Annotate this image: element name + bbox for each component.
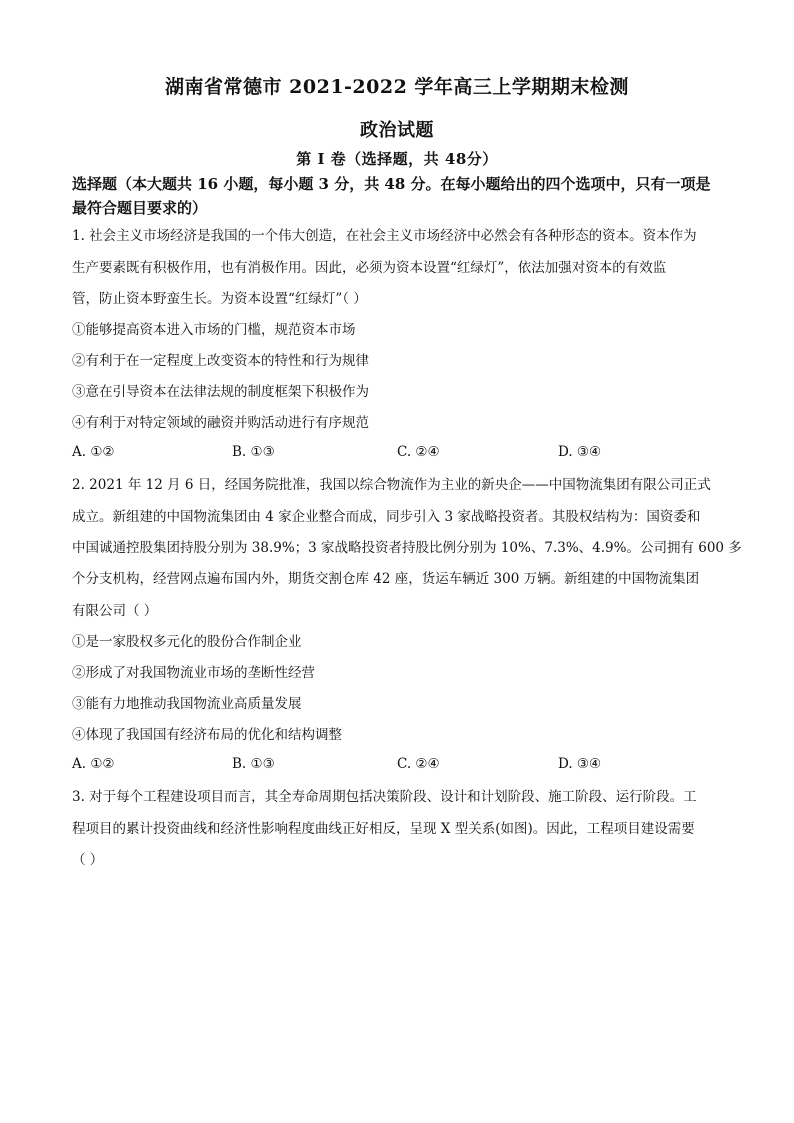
q1-option-a[interactable]: A. ①② <box>72 444 115 460</box>
q2-stem-line: 有限公司（ ） <box>72 603 158 619</box>
q1-option-c[interactable]: C. ②④ <box>397 444 440 460</box>
q2-option-b[interactable]: B. ①③ <box>232 756 275 772</box>
q1-option-d[interactable]: D. ③④ <box>558 444 602 460</box>
part-heading: 第 I 卷（选择题，共 48分） <box>296 150 498 168</box>
q2-option-c[interactable]: C. ②④ <box>397 756 440 772</box>
q2-statement: ③能有力地推动我国物流业高质量发展 <box>72 696 302 712</box>
q2-option-a[interactable]: A. ①② <box>72 756 115 772</box>
q1-stem-line: 管，防止资本野蛮生长。为资本设置“红绿灯”（ ） <box>72 291 367 307</box>
exam-title: 湖南省常德市 2021-2022 学年高三上学期期末检测 <box>165 76 629 98</box>
section-instructions: 选择题（本大题共 16 小题，每小题 3 分，共 48 分。在每小题给出的四个选项中，只有一项是最符合题目要求的） <box>72 175 711 217</box>
q1-options <box>72 444 722 464</box>
q1-statement: ①能够提高资本进入市场的门槛，规范资本市场 <box>72 322 356 338</box>
q1-stem-line: 生产要素既有积极作用，也有消极作用。因此，必须为资本设置“红绿灯”，依法加强对资本的有效监 <box>72 260 667 276</box>
q3-stem-line: 3. 对于每个工程建设项目而言，其全寿命周期包括决策阶段、设计和计划阶段、施工阶段、运行阶段。工 <box>72 789 697 805</box>
q1-statement: ②有利于在一定程度上改变资本的特性和行为规律 <box>72 353 369 369</box>
q2-option-d[interactable]: D. ③④ <box>558 756 602 772</box>
q3-stem-line: 程项目的累计投资曲线和经济性影响程度曲线正好相反，呈现 X 型关系(如图)。因此，工程项目建设需要 <box>72 821 695 837</box>
q1-stem-line: 1. 社会主义市场经济是我国的一个伟大创造，在社会主义市场经济中必然会有各种形态的资本。资本作为 <box>72 228 697 244</box>
q2-statement: ④体现了我国国有经济布局的优化和结构调整 <box>72 727 342 743</box>
q2-stem-line: 2. 2021 年 12 月 6 日，经国务院批准，我国以综合物流作为主业的新央企——中国物流集团有限公司正式 <box>72 477 711 493</box>
subject-title: 政治试题 <box>360 120 434 141</box>
q2-stem-line: 中国诚通控股集团持股分别为 38.9%；3 家战略投资者持股比例分别为 10%、7.3%、4.9%。公司拥有 600 多 <box>72 540 742 556</box>
q2-stem-line: 成立。新组建的中国物流集团由 4 家企业整合而成，同步引入 3 家战略投资者。其股权结构为：国资委和 <box>72 509 701 525</box>
q2-options <box>72 756 722 776</box>
q1-statement: ④有利于对特定领域的融资并购活动进行有序规范 <box>72 415 369 431</box>
q1-statement: ③意在引导资本在法律法规的制度框架下积极作为 <box>72 384 369 400</box>
q1-option-b[interactable]: B. ①③ <box>232 444 275 460</box>
q2-statement: ②形成了对我国物流业市场的垄断性经营 <box>72 665 315 681</box>
q2-statement: ①是一家股权多元化的股份合作制企业 <box>72 634 302 650</box>
q3-stem-line: （ ） <box>72 852 104 868</box>
q2-stem-line: 个分支机构，经营网点遍布国内外，期货交割仓库 42 座，货运车辆近 300 万辆。新组建的中国物流集团 <box>72 571 700 587</box>
